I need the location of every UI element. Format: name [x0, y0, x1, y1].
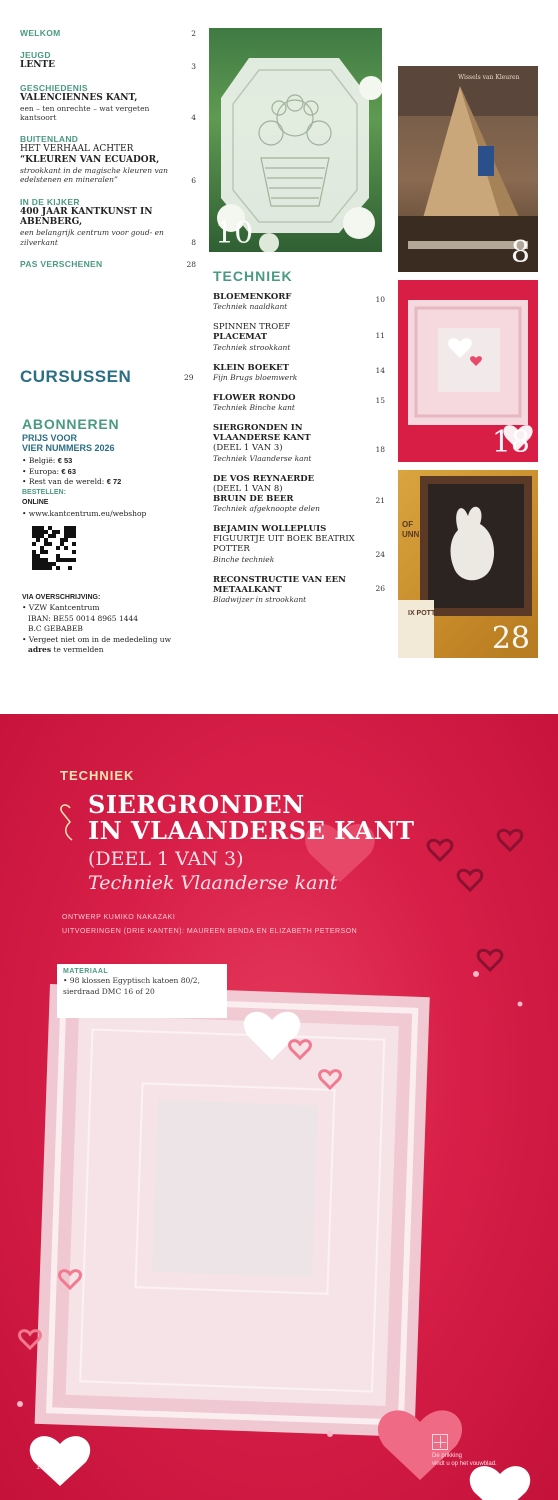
rabbit-book-text-2: UNNY — [402, 530, 425, 539]
techniek-item-sub: Techniek naaldkant — [213, 302, 288, 312]
qr-module — [72, 534, 76, 538]
techniek-item-page: 18 — [375, 444, 385, 454]
techniek-item-title-thin: (DEEL 1 VAN 8) — [213, 483, 283, 494]
qr-module — [72, 558, 76, 562]
subscription-block — [22, 416, 200, 656]
cursussen-heading[interactable]: CURSUSSEN — [20, 367, 132, 386]
qr-module — [64, 546, 68, 550]
prikking-line1: De prikking — [432, 1453, 463, 1459]
toc-page-number: 6 — [191, 175, 196, 185]
techniek-item-title: BLOEMENKORF — [213, 292, 292, 302]
techniek-item-sub: Binche techniek — [213, 554, 275, 564]
price-label: België: — [28, 455, 56, 465]
qr-module — [72, 542, 76, 546]
toc-page-number: 28 — [186, 260, 196, 270]
techniek-item-page: 21 — [375, 495, 385, 505]
bank-details — [22, 603, 200, 656]
techniek-item-sub: Techniek Binche kant — [213, 402, 295, 412]
toc-entry-geschiedenis[interactable] — [20, 83, 198, 123]
techniek-item[interactable] — [213, 575, 385, 604]
qr-module — [44, 550, 48, 554]
techniek-item-title-thin: SPINNEN TROEF — [213, 322, 291, 333]
toc-entry-jeugd[interactable] — [20, 50, 198, 71]
photo-museum-exhibit[interactable] — [398, 66, 538, 272]
article-credit-design: ONTWERP KUMIKO NAKAZAKI — [62, 914, 176, 921]
toc-subtitle: strookkant in de magische kleuren van edelstenen en mineralen” — [20, 165, 168, 185]
photo-rabbit-lace[interactable] — [398, 470, 538, 658]
article-subtitle-2: Techniek Vlaanderse kant — [88, 872, 338, 894]
toc-page-number: 8 — [191, 238, 196, 248]
article-title-line2: IN VLAANDERSE KANT — [88, 815, 415, 845]
techniek-item-sub: Techniek afgeknoopte delen — [213, 504, 320, 514]
toc-page-number: 4 — [191, 113, 196, 123]
contents-page — [0, 0, 558, 710]
article-credit-execution: UITVOERINGEN (DRIE KANTEN): MAUREEN BENDA EN ELIZABETH PETERSON — [62, 928, 358, 935]
toc-entry-pas-verschenen[interactable] — [20, 259, 198, 269]
price-item: • België: € 53 — [22, 455, 73, 465]
museum-sign: Wissels van Kleuren — [458, 74, 520, 81]
qr-code[interactable] — [32, 526, 76, 570]
toc-entry-welkom[interactable] — [20, 28, 198, 38]
techniek-item[interactable] — [213, 393, 385, 412]
techniek-item-sub: Techniek strookkant — [213, 342, 291, 352]
techniek-item-sub: Techniek Vlaanderse kant — [213, 453, 312, 463]
photo-page-number: 10 — [215, 216, 254, 251]
online-label: ONLINE — [22, 499, 49, 507]
qr-module — [32, 542, 36, 546]
techniek-item-page: 24 — [375, 550, 385, 560]
qr-module — [56, 566, 60, 570]
photo-hearts-lace[interactable] — [398, 280, 538, 462]
toc-subtitle: een – ten onrechte – wat vergeten kantsoort — [20, 103, 150, 122]
techniek-list — [213, 292, 385, 615]
qr-module — [52, 534, 56, 538]
price-item: • Europa: € 63 — [22, 466, 77, 476]
rabbit-book-text-1: OF — [402, 520, 414, 529]
photo-page-number: 28 — [491, 621, 530, 656]
qr-module — [64, 538, 68, 542]
cursussen-page-number: 29 — [184, 373, 194, 382]
techniek-item[interactable] — [213, 363, 385, 382]
bank-line: IBAN: BE55 0014 8965 1444 — [28, 613, 139, 623]
techniek-item-title: PLACEMAT — [213, 332, 268, 343]
toc-column — [20, 28, 198, 281]
toc-category: GESCHIEDENIS — [20, 82, 88, 93]
materiaal-heading: MATERIAAL — [63, 968, 109, 975]
techniek-item-sub: Bladwijzer in strookkant — [213, 595, 307, 604]
price-label: Europa: — [28, 466, 60, 476]
techniek-item-page: 11 — [375, 331, 385, 341]
bank-line — [22, 645, 200, 656]
prikking-line2: vindt u op het vouwblad. — [432, 1460, 497, 1467]
photo-flower-basket-lace[interactable] — [209, 28, 382, 252]
techniek-item-title: DE VOS REYNAERDE — [213, 473, 315, 484]
bestellen-label: BESTELLEN: — [22, 489, 66, 497]
prikking-note — [432, 1434, 542, 1469]
techniek-item[interactable] — [213, 474, 385, 514]
qr-module — [56, 530, 60, 534]
article-page-number: 18 — [36, 1462, 45, 1471]
price-item: • Rest van de wereld: € 72 — [22, 477, 122, 487]
webshop-link[interactable]: • www.kantcentrum.eu/webshop — [22, 509, 147, 519]
price-label: Rest van de wereld: — [28, 477, 105, 487]
toc-category: IN DE KIJKER — [20, 196, 80, 207]
toc-title: 400 JAAR KANTKUNST IN ABENBERG, — [20, 206, 153, 228]
materiaal-text: • 98 klossen Egyptisch katoen 80/2, sierdraad DMC 16 of 20 — [63, 976, 200, 996]
techniek-item-page: 14 — [375, 365, 385, 375]
qr-module — [56, 546, 60, 550]
bank-line: • Vergeet niet om in de mededeling uw — [22, 634, 172, 644]
qr-module — [48, 566, 52, 570]
via-label: VIA OVERSCHRIJVING: — [22, 594, 101, 602]
techniek-item-title: SIERGRONDEN IN VLAANDERSE KANT — [213, 422, 311, 444]
techniek-item-page: 15 — [375, 395, 385, 405]
toc-title-pre: HET VERHAAL ACHTER — [20, 144, 134, 155]
techniek-item-sub: Fijn Brugs bloemwerk — [213, 372, 298, 382]
techniek-item-title-thin: FIGUURTJE UIT BOEK BEATRIX POTTER — [213, 534, 355, 555]
photo-page-number: 8 — [510, 235, 530, 270]
techniek-heading: TECHNIEK — [213, 268, 293, 284]
techniek-item-title: BEJAMIN WOLLEPLUIS — [213, 524, 327, 535]
toc-entry-buitenland[interactable] — [20, 134, 198, 184]
materiaal-box — [57, 964, 227, 1018]
bank-line-end: te vermelden — [51, 645, 104, 655]
techniek-item-page: 26 — [375, 583, 385, 593]
techniek-item[interactable] — [213, 292, 385, 311]
prices-label-line2: VIER NUMMERS 2026 — [22, 443, 115, 454]
toc-category: BUITENLAND — [20, 134, 79, 145]
toc-category: WELKOM — [20, 28, 61, 38]
techniek-item-title: FLOWER RONDO — [213, 392, 296, 403]
bank-line: • VZW Kantcentrum — [22, 603, 100, 613]
qr-module — [48, 542, 52, 546]
techniek-item-title-2: BRUIN DE BEER — [213, 493, 294, 504]
subscription-title: ABONNEREN — [22, 416, 120, 432]
prices-label-line1: PRIJS VOOR — [22, 433, 78, 443]
toc-title: VALENCIENNES KANT, — [20, 92, 138, 103]
toc-category: JEUGD — [20, 50, 51, 60]
bank-line: B.C GEBABEB — [28, 624, 83, 634]
qr-module — [68, 566, 72, 570]
pattern-icon — [432, 1434, 448, 1450]
article-category: TECHNIEK — [60, 768, 135, 783]
techniek-item[interactable] — [213, 423, 385, 463]
techniek-item[interactable] — [213, 322, 385, 351]
price-value: € 72 — [106, 477, 122, 487]
techniek-item[interactable] — [213, 524, 385, 564]
techniek-item-title-thin: (DEEL 1 VAN 3) — [213, 443, 283, 454]
qr-module — [36, 538, 40, 542]
toc-category: PAS VERSCHENEN — [20, 259, 103, 270]
toc-entry-in-de-kijker[interactable] — [20, 197, 198, 247]
techniek-item-page: 10 — [375, 295, 385, 304]
techniek-item-title: KLEIN BOEKET — [213, 362, 289, 373]
price-list — [22, 456, 200, 489]
article-title-line1: SIERGRONDEN — [88, 790, 305, 819]
toc-page-number: 2 — [191, 29, 196, 38]
article-title — [88, 792, 415, 844]
toc-subtitle: een belangrijk centrum voor goud- en zilverkant — [20, 228, 164, 247]
toc-title: LENTE — [20, 60, 55, 70]
toc-title: “KLEUREN VAN ECUADOR, — [20, 155, 160, 166]
bank-line-emphasis: adres — [28, 645, 52, 655]
article-page — [0, 714, 558, 1500]
photo-page-number: 18 — [491, 425, 530, 460]
prices-label — [22, 433, 200, 454]
price-value: € 53 — [57, 455, 73, 465]
article-subtitle-1: (DEEL 1 VAN 3) — [88, 848, 244, 870]
rabbit-book-text-3: IX POTTER — [408, 610, 445, 617]
toc-page-number: 3 — [191, 61, 196, 71]
qr-module — [72, 550, 76, 554]
price-value: € 63 — [61, 466, 77, 476]
techniek-item-title: RECONSTRUCTIE VAN EEN METAALKANT — [213, 574, 346, 595]
